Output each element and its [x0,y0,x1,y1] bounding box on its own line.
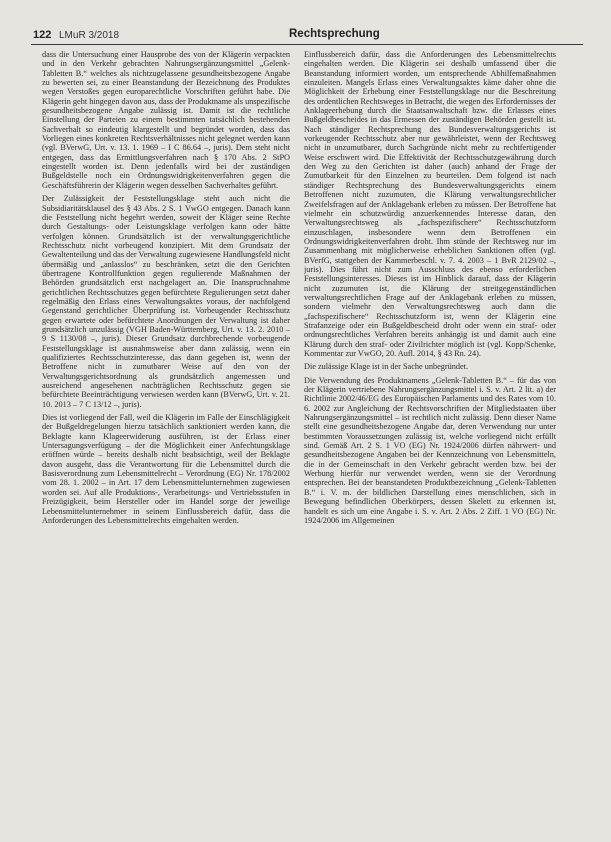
journal-citation: LMuR 3/2018 [59,30,120,41]
paragraph: Die Verwendung des Produktnamens „Gelenk-Tabletten B.“ – für das von der Klägerin vertriebene Nahrungsergänzungsmittel i. S. v. Art. 2 lit. a) der Richtlinie 2002/46/EG des Europäischen Parlaments und des Rates vom 10. 6. 2002 zur Angleichung der Rechtsvorschriften der Mitgliedstaaten über Nahrungsergänzungsmittel – ist rechtlich nicht zulässig. Denn dieser Name stellt eine gesundheitsbezogene Angabe dar, deren Verwendung nur unter bestimmten Voraussetzungen zulässig ist, welche vorliegend nicht erfüllt sind. Gemäß Art. 2 S. 1 VO (EG) Nr. 1924/2006 dürfen nährwert- und gesundheitsbezogene Angaben bei der Kennzeichnung von Lebensmitteln, die in der Gemeinschaft in den Verkehr gebracht werden bzw. bei der Werbung hierfür nur verwendet werden, wenn sie der Verordnung entsprechen. Bei der beanstandeten Produktbezeichnung „Gelenk-Tabletten B.“ i. V. m. der bildlichen Darstellung eines menschlichen, sich in Bewegung befindlichen Oberkörpers, dessen Skelett zu erkennen ist, handelt es sich um eine Angabe i. S. v. Art. 2 Abs. 2 Ziff. 1 VO (EG) Nr. 1924/2006 im Allgemeinen [304,375,556,525]
paragraph: Einflussbereich dafür, dass die Anforderungen des Lebensmittelrechts eingehalten werden. Die Klägerin sei deshalb umfassend über die Beanstandung informiert worden, um entsprechende Abhilfemaßnahmen einzuleiten. Mangels Erlass eines Verwaltungsaktes käme daher ohne die Möglichkeit der Erhebung einer Feststellungsklage nur die Beschreitung des ordentlichen Rechtsweges in Betracht, die wegen des Erfordernisses der Anklageerhebung durch die Staatsanwaltschaft bzw. die Erlasses eines Bußgeldbescheides in das Ermessen der zuständigen Behörden gestellt ist. Nach ständiger Rechtsprechung des Bundesverwaltungsgerichts ist vorkeugender Rechtsschutz aber nur gewährleistet, wenn der Rechtsweg nicht in unzumutbarer, durch Sachgründe nicht mehr zu rechtfertigender Weise erschwert wird. Die Effektivität der Rechtsschutzgewährung durch den Weg zu den Gerichten ist daher (auch) anhand der Frage der Zumutbarkeit für den Einzelnen zu beurteilen. Dem folgend ist nach ständiger Rechtsprechung des Bundesverwaltungsgerichts einem Betroffenen nicht zuzumuten, die Klärung verwaltungsrechtlicher Zweifelsfragen auf der Anklagebank erleben zu müssen. Der Betroffene hat vielmehr ein schutzwürdig anzuerkennendes Interesse daran, den Verwaltungsrechtsweg als „fachspezifischere“ Rechtsschutzform einzuschlagen, insbesondere wenn dem Betroffenen ein Ordnungswidrigkeitenverfahren droht. Ihm stünde der Rechtsweg nur im Zusammenhang mit möglicherweise erheblichen Sanktionen offen (vgl. BVerfG, stattgeben der Kammerbeschl. v. 7. 4. 2003 – 1 BvR 2129/02 –, juris). Dies führt nicht zum Ausschluss des ebenso erforderlichen Feststellungsinteresses. Dieses ist im Hinblick darauf, dass der Klägerin nicht zuzumuten ist, die Klärung der streitgegenständlichen verwaltungsrechtlichen Frage auf der Anklagebank erleben zu müssen, sondern vielmehr den Verwaltungsrechtsweg auch dann die „fachspezifischere“ Rechtsschutzform ist, wenn der Klägerin eine Strafanzeige oder ein Bußgeldbescheid droht oder wenn ein straf- oder ordnungsrechtliches Verfahren bereits anhängig ist und damit auch eine Klärung durch den straf- oder Zivilrichter möglich ist (vgl. Kopp/Schenke, Kommentar zur VwGO, 20. Aufl. 2014, § 43 Rn. 24). [304,50,556,358]
section-title: Rechtsprechung [289,28,380,40]
right-column [304,50,556,820]
paragraph: Der Zulässigkeit der Feststellungsklage steht auch nicht die Subsidiaritätsklausel des § 43 Abs. 2 S. 1 VwGO entgegen. Danach kann die Feststellung nicht begehrt werden, soweit der Kläger seine Rechte durch Gestaltungs- oder Leistungsklage verfolgen kann oder hätte verfolgen können. Grundsätzlich ist der verwaltungsgerichtliche Rechtsschutz nicht vorbeugend konzipiert. Mit dem Grundsatz der Gewaltenteilung und das der Verwaltung zugewiesene Handlungsfeld nicht übermäßig und „anlasslos“ zu beschränken, setzt die den Gerichten übertragene Kontrollfunktion gegen regulierende Maßnahmen der Behörden grundsätzlich erst nachgelagert an. Die Inanspruchnahme gerichtlichen Rechtsschutzes gegen befürchtete Regulierungen setzt daher regelmäßig den Erlass eines Verwaltungsaktes voraus, der nachfolgend Gegenstand gerichtlicher Überprüfung ist. Vorbeugender Rechtsschutz gegen erwartete oder befürchtete Anordnungen der Verwaltung ist daher grundsätzlich unzulässig (VGH Baden-Württemberg, Urt. v. 13. 2. 2010 – 9 S 1130/08 –, juris). Dieser Grundsatz durchbrechende vorbeugende Feststellungsklage ist ausnahmsweise aber dann zulässig, wenn ein qualifiziertes Rechtsschutzinteresse, das dann gegeben ist, wenn der Betroffene nicht in zumutbarer Weise auf den von der Verwaltungsgerichtsordnung als grundsätzlich angemessen und ausreichend angesehenen nachträglichen Rechtsschutz gegen sie befürchtete Beeinträchtigung verwiesen werden kann (BVerwG, Urt. v. 21. 10. 2013 – 7 C 13/12 –, juris). [42,194,290,409]
page-header [31,26,583,45]
paragraph: dass die Untersuchung einer Hausprobe des von der Klägerin verpackten und in den Verkehr gebrachten Nahrungsergänzungsmittel „Gelenk-Tabletten B.“ welches als nichtzugelassene gesundheitsbezogene Angabe zu bewerten sei, zu einer Beanstandung der Bezeichnung des Produktes wegen Verstoßes gegen europarechtliche Vorschriften geführt habe. Die Klägerin geht hingegen davon aus, dass der Produktname als unspezifische gesundheitsbezogene Angabe zulässig ist. Damit ist die rechtliche Einstellung der Parteien zu einem bestimmten tatsächlich bestehenden Sachverhalt so eindeutig klargestellt und begründet worden, dass das Vorliegen eines konkreten Rechtsverhältnisses nicht gelegnet werden kann (vgl. BVerwG, Urt. v. 13. 1. 1969 – I C 86.64 –, juris). Dem steht nicht entgegen, dass das Ermittlungsverfahren nach § 170 Abs. 2 StPO eingestellt worden ist. Denn jedenfalls wird bei der zuständigen Bußgeldstelle noch ein Ordnungswidrigkeitenverfahren gegen die Geschäftsführerin der Klägerin wegen desselben Sachverhaltes geführt. [42,50,290,190]
paragraph: Dies ist vorliegend der Fall, weil die Klägerin im Falle der Einschlägigkeit der Bußgeldregelungen hierzu tatsächlich sanktioniert werden kann, die Beklagte kann Klageerwiderung ausführen, ist der Erlass einer Untersagungsverfügung – der die Möglichkeit einer Anfechtungsklage eröffnen würde – bereits deshalb nicht beabsichtigt, weil der Beklagte davon ausgeht, dass die Verantwortung für die Lebensmittel durch die Basisverordnung zum Lebensmittelrecht – Verordnung (EG) Nr. 178/2002 vom 28. 1. 2002 – in Art. 17 dem Lebensmittelunternehmen zugewiesen worden sei. Auf alle Produktions-, Verarbeitungs- und Vertriebsstufen in Freizügigkeit, beim Hersteller oder im Handel sorge der jeweilige Lebensmittelunternehmer in seinem Einflussbereich dafür, dass die Anforderungen des Lebensmittelrechts eingehalten werden. [42,413,290,525]
left-column [42,50,290,825]
paragraph: Die zulässige Klage ist in der Sache unbegründet. [304,362,469,372]
page-number: 122 [33,29,52,41]
